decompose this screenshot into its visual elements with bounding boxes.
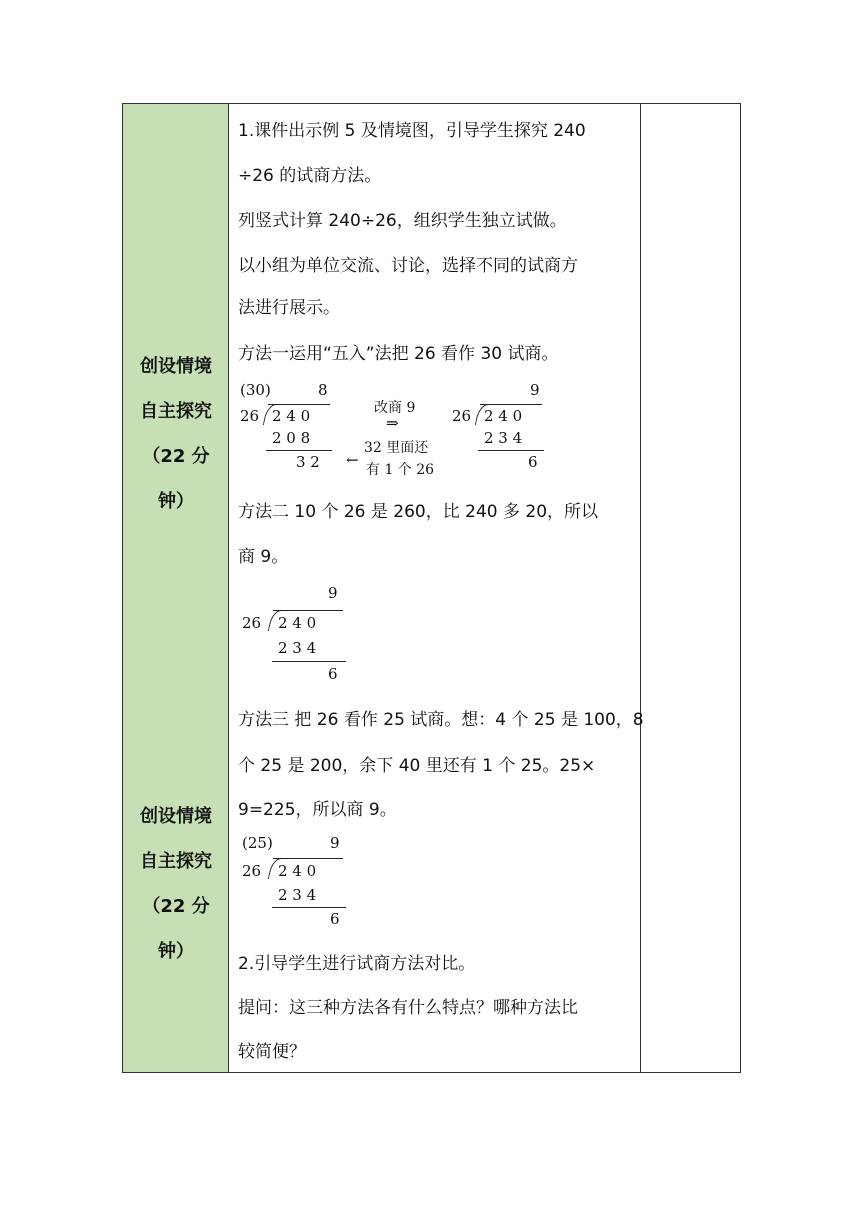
paragraph-7: 2.引导学生进行试商方法对比。 bbox=[238, 954, 476, 974]
note-line2: 有 1 个 26 bbox=[366, 462, 435, 478]
product: 2 0 8 bbox=[272, 429, 311, 447]
dividend: 2 4 0 bbox=[484, 407, 523, 425]
quotient: 8 bbox=[318, 381, 328, 399]
subtraction-line bbox=[272, 661, 346, 662]
subtraction-line bbox=[478, 450, 544, 451]
subtraction-line bbox=[272, 907, 346, 908]
quotient: 9 bbox=[328, 584, 338, 602]
remainder: 6 bbox=[330, 910, 340, 928]
section-label-line3: （22 分 bbox=[142, 446, 210, 467]
section-label-line1: 创设情境 bbox=[140, 356, 212, 377]
section-label-line3: （22 分 bbox=[142, 896, 210, 917]
paragraph-1b: ÷26 的试商方法。 bbox=[238, 166, 382, 186]
remainder: 6 bbox=[528, 453, 538, 471]
section-label-line4: 钟） bbox=[158, 491, 194, 512]
dividend: 2 4 0 bbox=[278, 614, 317, 632]
divisor: 26 bbox=[242, 862, 262, 880]
divisor: 26 bbox=[240, 407, 260, 425]
section-label-lower bbox=[123, 794, 229, 974]
section-label-column bbox=[123, 104, 229, 1072]
section-label-line2: 自主探究 bbox=[140, 401, 212, 422]
remainder: 3 2 bbox=[296, 453, 320, 471]
divisor: 26 bbox=[452, 407, 472, 425]
division-bar bbox=[273, 610, 343, 611]
adjust-label: 改商 9 bbox=[374, 400, 416, 416]
paragraph-1a: 1.课件出示例 5 及情境图，引导学生探究 240 bbox=[238, 121, 586, 141]
quotient: 9 bbox=[330, 834, 340, 852]
section-label-line2: 自主探究 bbox=[140, 851, 212, 872]
division-figure-method1 bbox=[238, 381, 348, 473]
right-column-divider bbox=[640, 104, 641, 1072]
section-label-line4: 钟） bbox=[158, 941, 194, 962]
division-bar bbox=[273, 858, 343, 859]
quotient: 9 bbox=[530, 381, 540, 399]
paragraph-8a: 提问：这三种方法各有什么特点？哪种方法比 bbox=[238, 998, 578, 1018]
division-figure-method2 bbox=[242, 584, 352, 684]
division-bar bbox=[268, 404, 330, 405]
paragraph-6a: 方法三 把 26 看作 25 试商。想：4 个 25 是 100，8 bbox=[238, 710, 644, 730]
subtraction-line bbox=[266, 450, 332, 451]
section-label-line1: 创设情境 bbox=[140, 806, 212, 827]
paragraph-4: 方法一运用“五入”法把 26 看作 30 试商。 bbox=[238, 344, 559, 364]
divisor: 26 bbox=[242, 614, 262, 632]
paragraph-8b: 较简便？ bbox=[238, 1042, 306, 1062]
right-arrow-icon: ⇒ bbox=[386, 414, 399, 432]
division-bar bbox=[480, 404, 542, 405]
adjust-annotation bbox=[346, 381, 448, 478]
estimate-hint: (30) bbox=[240, 381, 271, 399]
left-arrow-icon: ← bbox=[346, 451, 359, 469]
paragraph-3a: 以小组为单位交流、讨论，选择不同的试商方 bbox=[238, 256, 578, 276]
paragraph-6b: 个 25 是 200，余下 40 里还有 1 个 25。25× bbox=[238, 756, 596, 776]
paragraph-2: 列竖式计算 240÷26，组织学生独立试做。 bbox=[238, 211, 567, 231]
note-line1: 32 里面还 bbox=[364, 440, 429, 456]
paragraph-5b: 商 9。 bbox=[238, 547, 289, 567]
dividend: 2 4 0 bbox=[278, 862, 317, 880]
paragraph-5a: 方法二 10 个 26 是 260，比 240 多 20，所以 bbox=[238, 502, 599, 522]
dividend: 2 4 0 bbox=[272, 407, 311, 425]
section-label-upper bbox=[123, 344, 229, 524]
product: 2 3 4 bbox=[278, 639, 317, 657]
product: 2 3 4 bbox=[484, 429, 523, 447]
estimate-hint: (25) bbox=[242, 834, 273, 852]
paragraph-6c: 9=225，所以商 9。 bbox=[238, 800, 397, 820]
product: 2 3 4 bbox=[278, 886, 317, 904]
paragraph-3b: 法进行展示。 bbox=[238, 298, 340, 318]
lesson-table bbox=[122, 103, 741, 1073]
remainder: 6 bbox=[328, 665, 338, 683]
division-figure-method1-adjusted bbox=[450, 381, 560, 473]
division-figure-method3 bbox=[242, 834, 352, 934]
